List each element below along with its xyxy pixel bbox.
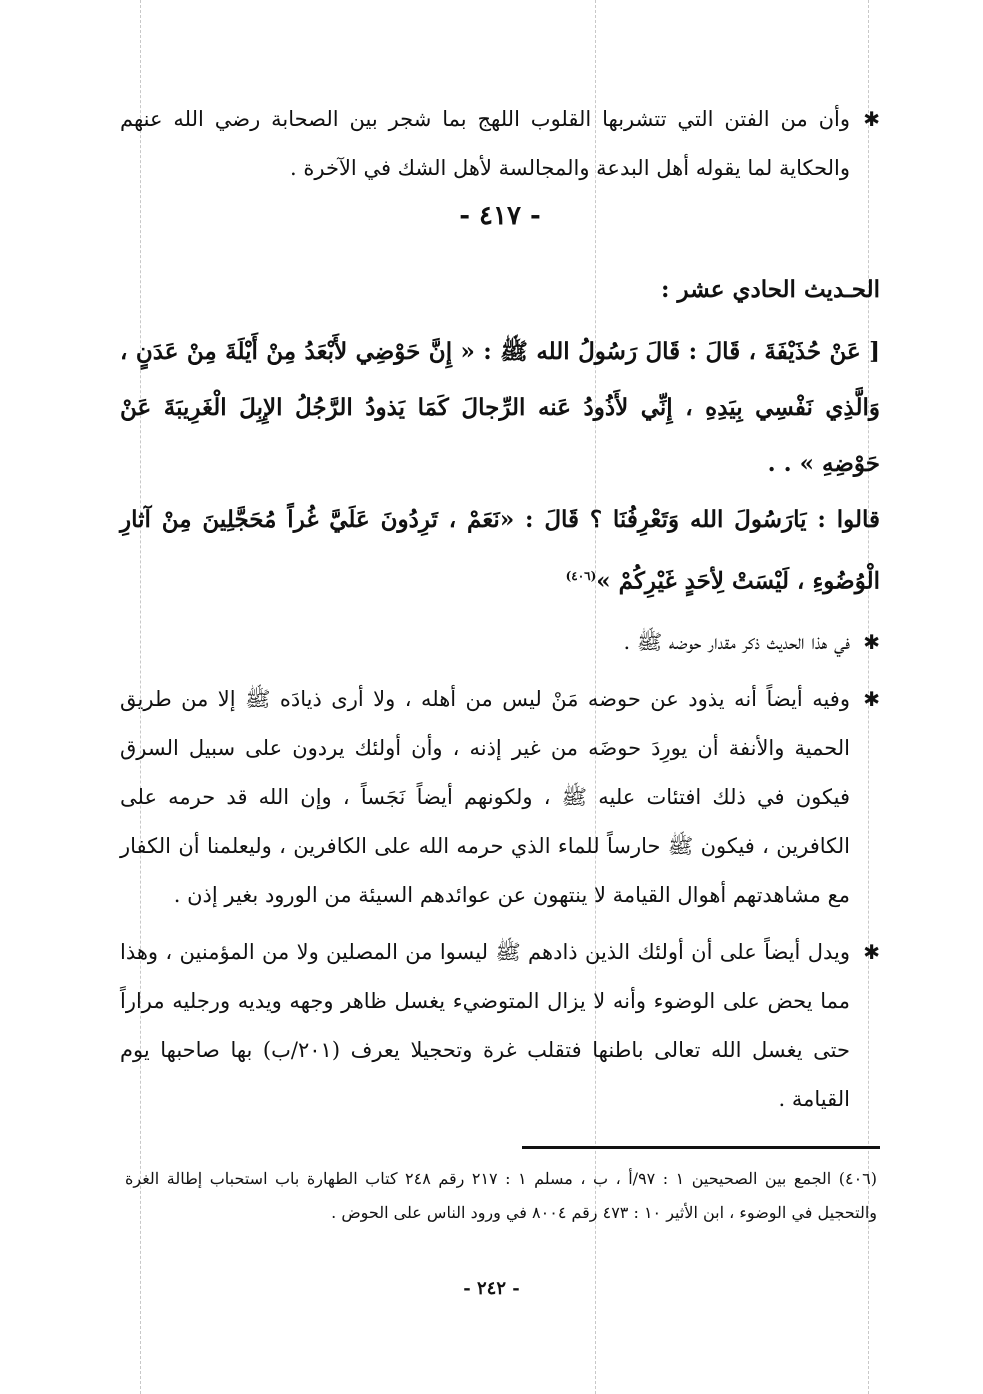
bullet-star-icon: ✱ [863,939,880,964]
commentary-bullet-2-text: وفيه أيضاً أنه يذود عن حوضه مَنْ ليس من أهله ، ولا أرى ذيادَه ﷺ إلا من طريق الحمية والأنفة أن يورِدَ حوضَه من غير إذنه ، وأن أولئك يردون على سبيل السرق فيكون في ذلك افتئات عليه ﷺ ، ولكونهم أيضاً نَجَساً ، وإن الله قد حرمه على الكافرين ، فيكون ﷺ حارساً للماء الذي حرمه الله على الكافرين ، وليعلمنا أن الكفار مع مشاهدتهم أهوال القيامة لا ينتهون عن عوائدهم السيئة من الورود بغير إذن . [120,686,850,907]
bullet-star-icon: ✱ [863,686,880,711]
commentary-bullet-3 [120,928,880,1124]
intro-bullet [120,95,880,193]
commentary-bullet-3-text: ويدل أيضاً على أن أولئك الذين ذادهم ﷺ ليسوا من المصلين ولا من المؤمنين ، وهذا مما يحض على الوضوء وأنه لا يزال المتوضيء يغسل ظاهر وجهه ويديه ورجليه مراراً حتى يغسل الله تعالى باطنها فتقلب غرة وتحجيلا يعرف (٢٠١/ب) بها صاحبها يوم القيامة . [120,939,850,1111]
section-heading: الحـديث الحادي عشر : [661,276,880,303]
commentary-bullet-1-text: في هذا الحديث ذكر مقدار حوضه ﷺ . [623,629,850,654]
hadith-paragraph-1: [ عَنْ حُذَيْفَةَ ، قَالَ : قَالَ رَسُولُ الله ﷺ : « إِنَّ حَوْضِي لأَبْعَدُ مِنْ أَيْلَةَ مِنْ عَدَنٍ ، وَالَّذِي نَفْسِي بِيَدِهِ ، إِنِّي لأَذُودُ عَنه الرِّجالَ كَمَا يَذودُ الرَّجُلُ الإِبِلَ الْغَرِيبَةَ عَنْ حَوْضِهِ » . . [120,338,880,477]
bullet-star-icon: ✱ [863,629,880,654]
commentary-bullet-2 [120,675,880,920]
hadith-paragraph-2-text: قالوا : يَارَسُولَ الله وَتَعْرِفُنَا ؟ قَالَ : «نَعَمْ ، تَرِدُونَ عَلَيَّ غُراً مُحَجَّلِينَ مِنْ آثارِ الْوُضُوءِ ، لَيْسَتْ لِأحَدٍ غَيْرِكُمْ » [120,506,880,595]
footnote: (٤٠٦) الجمع بين الصحيحين ١ : ٩٧/أ ، ب ، مسلم ١ : ٢١٧ رقم ٢٤٨ كتاب الطهارة باب استحباب إطالة الغرة والتحجيل في الوضوء ، ابن الأثير ١٠ : ٤٧٣ رقم ٨٠٠٤ في ورود الناس على الحوض . [125,1169,878,1222]
bullet-star-icon: ✱ [863,107,880,131]
hadith-paragraph-2 [120,492,880,610]
page-number: - ٢٤٢ - [463,1278,520,1299]
footnote-separator [522,1146,880,1149]
footnote-reference: (٤٠٦) [565,569,597,583]
intro-bullet-text: وأن من الفتن التي تتشربها القلوب اللهج بما شجر بين الصحابة رضي الله عنهم والحكاية لما يقوله أهل البدعة والمجالسة لأهل الشك في الآخرة . [120,107,850,180]
commentary-bullet-1 [120,618,880,667]
hadith-number: - ٤١٧ - [459,201,541,231]
page-body [120,95,880,1124]
